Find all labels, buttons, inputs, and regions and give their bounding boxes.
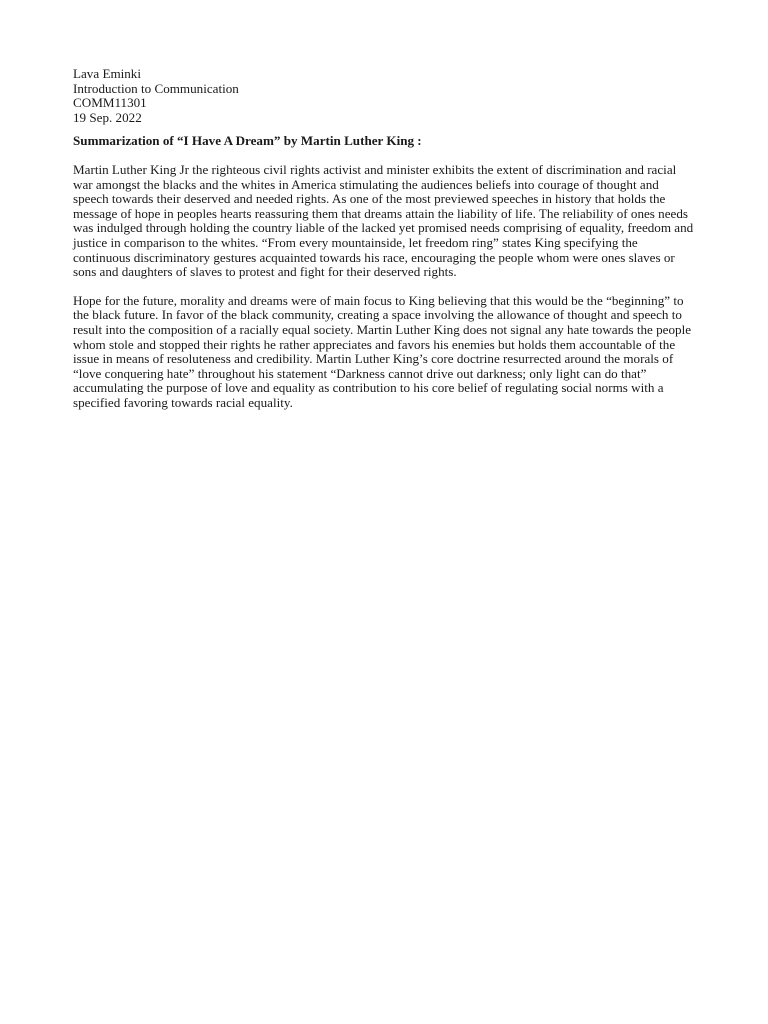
course-name: Introduction to Communication [73,80,239,96]
document-date: 19 Sep. 2022 [73,109,142,125]
body-paragraph-2: Hope for the future, morality and dreams were of main focus to King believing that this would be the “beginning” to the black future. In favor of the black community, creating a space involving the allowance of thought and speech to result into the composition of a racially equal society. Martin Luther King does not signal any hate towards the people whom stole and stopped their rights he rather appreciates and favors his enemies but holds them accountable of the issue in means of resoluteness and credibility. Martin Luther King’s core doctrine resurrected around the morals of “love conquering hate” throughout his statement “Darkness cannot drive out darkness; only light can do that” accumulating the purpose of love and equality as contribution to his core belief of regulating social norms with a specified favoring towards racial equality. [73,292,692,410]
document-page [73,67,697,410]
body-paragraph-1: Martin Luther King Jr the righteous civil rights activist and minister exhibits the extent of discrimination and racial war amongst the blacks and the whites in America stimulating the audiences beliefs into courage of thought and speech towards their deserved and needed rights. As one of the most previewed speeches in history that holds the message of hope in peoples hearts reassuring them that dreams attain the liability of life. The reliability of ones needs was indulged through holding the country liable of the lacked yet promised needs comprising of equality, freedom and justice in comparison to the whites. “From every mountainside, let freedom ring” states King specifying the continuous discriminatory gestures acquainted towards his race, encouraging the people whom were ones slaves or sons and daughters of slaves to protest and fight for their deserved rights. [73,161,694,280]
author-name: Lava Eminki [73,66,141,81]
document-title: Summarization of “I Have A Dream” by Martin Luther King : [73,133,422,149]
course-code: COMM11301 [73,95,147,111]
document-header [73,67,697,125]
